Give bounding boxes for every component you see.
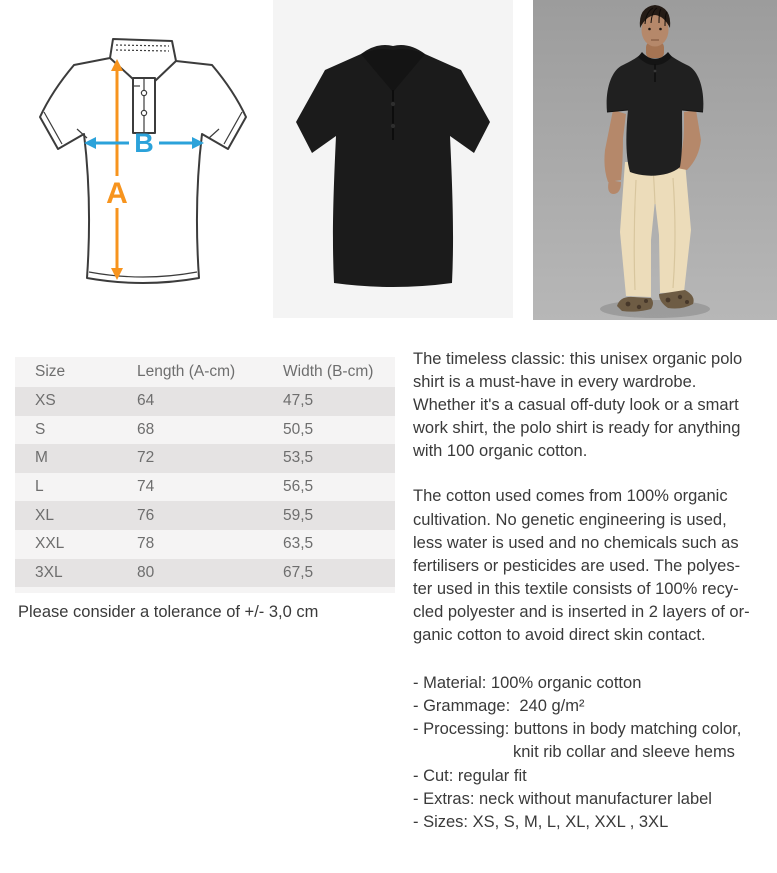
product-photo-model [533, 0, 777, 320]
description-paragraph-1 [413, 348, 777, 463]
size-guide-diagram [28, 15, 258, 300]
model-photo-svg [533, 0, 777, 320]
length-cell: 64 [137, 392, 155, 410]
spec-extras: - Extras: neck without manufacturer label [413, 789, 712, 808]
width-cell: 47,5 [283, 392, 314, 410]
spec-sizes: - Sizes: XS, S, M, L, XL, XXL , 3XL [413, 812, 669, 831]
text-line: The timeless classic: this unisex organic polo [413, 350, 743, 368]
text-line: with 100 organic cotton. [413, 442, 588, 461]
text-line: work shirt, the polo shirt is ready for anything [413, 419, 741, 438]
text-line: Whether it's a casual off-duty look or a smart [413, 396, 739, 415]
width-cell: 67,5 [283, 563, 314, 581]
size-cell: L [35, 478, 44, 496]
width-cell: 63,5 [283, 535, 314, 553]
spec-list [413, 672, 777, 834]
floor-shadow [600, 300, 710, 318]
size-table-row-xxl [15, 530, 395, 559]
length-cell: 80 [137, 563, 155, 581]
column-header-size: Size [35, 363, 66, 380]
column-header-width: Width (B-cm) [283, 363, 374, 380]
width-cell: 56,5 [283, 478, 314, 496]
length-cell: 68 [137, 420, 155, 438]
size-cell: XS [35, 392, 56, 410]
tolerance-note: Please consider a tolerance of +/- 3,0 cm [18, 603, 319, 621]
size-cell: M [35, 449, 48, 467]
length-cell: 76 [137, 506, 155, 524]
spec-cut: - Cut: regular fit [413, 766, 527, 785]
description-paragraph-2 [413, 485, 777, 647]
text-line: ganic cotton to avoid direct skin contact. [413, 626, 706, 645]
polo-outline [40, 39, 246, 283]
text-line: shirt is a must-have in every wardrobe. [413, 373, 697, 392]
size-cell: XL [35, 506, 54, 524]
product-description [413, 348, 777, 834]
text-line: cultivation. No genetic engineering is used, [413, 510, 727, 529]
text-line: The cotton used comes from 100% organic [413, 487, 728, 506]
width-cell: 50,5 [283, 420, 314, 438]
size-table-row-xs [15, 387, 395, 416]
text-line: ter used in this textile consists of 100% recy- [413, 579, 739, 598]
spec-material: - Material: 100% organic cotton [413, 674, 642, 693]
size-cell: XXL [35, 535, 65, 553]
size-table-header-row [15, 357, 395, 387]
width-cell: 53,5 [283, 449, 314, 467]
size-table-row-l [15, 473, 395, 502]
size-table-row-m [15, 444, 395, 473]
size-table-row-3xl [15, 559, 395, 588]
size-cell: S [35, 420, 46, 438]
width-cell: 59,5 [283, 506, 314, 524]
size-table [15, 357, 395, 593]
column-header-length: Length (A-cm) [137, 363, 236, 380]
text-line: cled polyester and is inserted in 2 layers of or- [413, 602, 750, 621]
size-table-row-s [15, 416, 395, 445]
length-cell: 78 [137, 535, 155, 553]
size-guide-svg [28, 15, 258, 300]
spec-processing: - Processing: buttons in body matching color, [413, 720, 742, 739]
label-a: A [106, 177, 128, 210]
size-table-row-xl [15, 501, 395, 530]
product-photo-flat [273, 0, 513, 318]
size-cell: 3XL [35, 563, 63, 581]
spec-grammage: - Grammage: 240 g/m² [413, 697, 585, 716]
text-line: less water is used and no chemicals such as [413, 533, 739, 552]
length-cell: 74 [137, 478, 155, 496]
flat-photo-svg [273, 0, 513, 318]
length-cell: 72 [137, 449, 155, 467]
spec-processing-continued: knit rib collar and sleeve hems [513, 743, 735, 762]
text-line: fertilisers or pesticides are used. The polyes- [413, 556, 741, 575]
label-b: B [134, 128, 154, 158]
